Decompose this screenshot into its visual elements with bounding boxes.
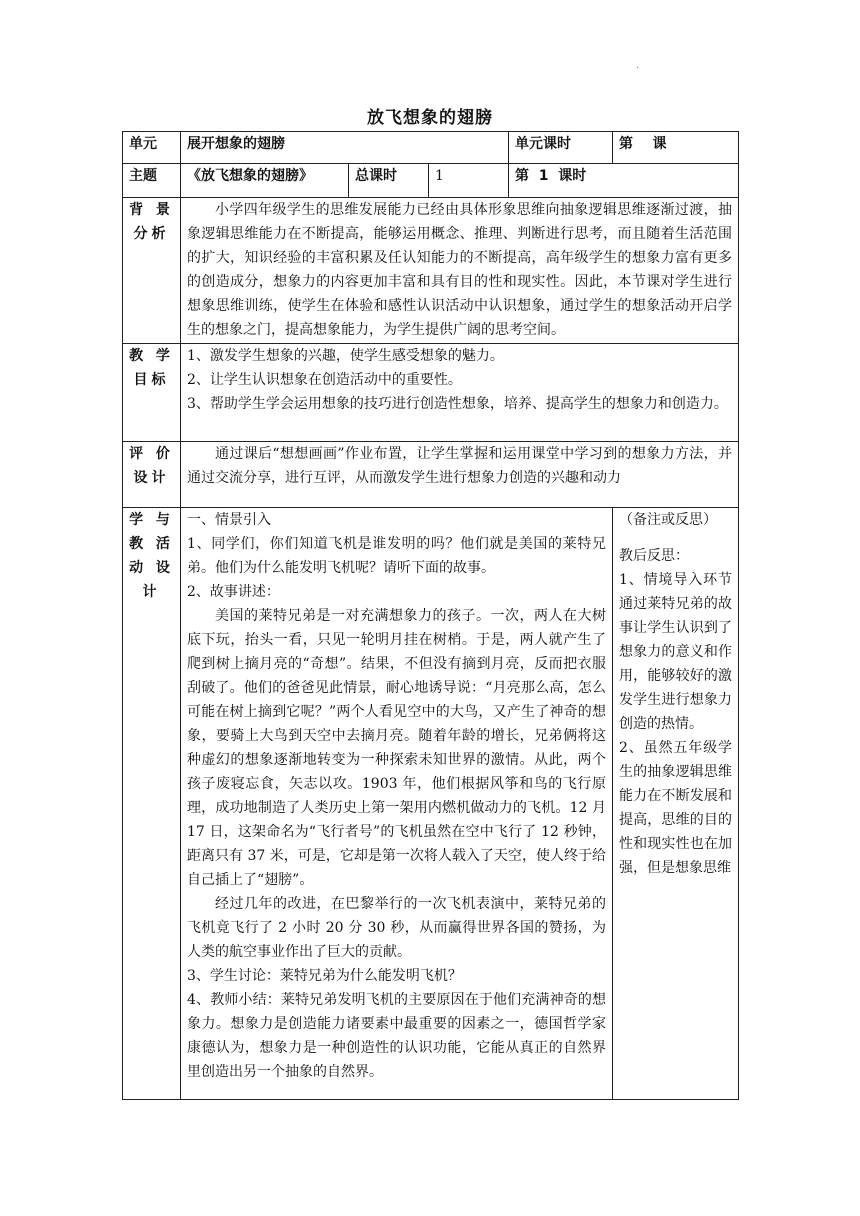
teacher-summary: 4、教师小结：莱特兄弟发明飞机的主要原因在于他们充满神奇的想象力。想象力是创造能力诸要素中最重要的因素之一，德国哲学家康德认为，想象力是一种创造性的认识功能，它能从真正的自然界里创造出另一个抽象的自然界。	[187, 992, 606, 1080]
unit-hours-label: 单元课时	[509, 132, 613, 164]
document-title: 放飞想象的翅膀	[367, 108, 493, 128]
notes-spacer	[619, 532, 732, 544]
activity-label: 学 与 教 活 动 设 计	[123, 508, 181, 1100]
topic-row	[123, 164, 739, 198]
evaluation-text: 通过课后“想想画画”作业布置，让学生掌握和运用课堂中学习到的想象力方法，并通过交流分享，进行互评，从而激发学生进行想象力创造的兴趣和动力	[187, 446, 732, 486]
unit-label: 单元	[123, 132, 181, 164]
goals-label: 教 学 目标	[123, 344, 181, 442]
header-mark: .	[636, 60, 640, 71]
notes-cell	[613, 508, 739, 1100]
goals-cell	[181, 344, 739, 442]
evaluation-row	[123, 442, 739, 508]
unit-value: 展开想象的翅膀	[181, 132, 509, 164]
unit-hours-value: 第 课	[613, 132, 739, 164]
section-heading: 一、情景引入	[187, 512, 271, 528]
background-row	[123, 198, 739, 344]
goals-row	[123, 344, 739, 442]
story-paragraph-1: 美国的莱特兄弟是一对充满想象力的孩子。一次，两人在大树底下玩，抬头一看，只见一轮明月挂在树梢。于是，两人就产生了爬到树上摘月亮的“奇想”。结果，不但没有摘到月亮，反而把衣服刮破了。他们的爸爸见此情景，耐心地诱导说：“月亮那么高，怎么可能在树上摘到它呢？”两个人看见空中的大鸟，又产生了神奇的想象，要骑上大鸟到天空中去摘月亮。随着年龄的增长，兄弟俩将这种虚幻的想象逐渐地转变为一种探索未知世界的激情。从此，两个孩子废寝忘食，矢志以攻。1903 年，他们根据风筝和鸟的飞行原理，成功地制造了人类历史上第一架用内燃机做动力的飞机。12 月 17 日，这架命名为“飞行者号”的飞机虽然在空中飞行了 12 秒钟，距离只有 37 米，可是，它却是第一次将人载入了天空，使人终于给自己插上了“翅膀”。	[187, 608, 606, 888]
question-1: 1、同学们，你们知道飞机是谁发明的吗？他们就是美国的莱特兄弟。他们为什么能发明飞机呢？请听下面的故事。	[187, 536, 606, 576]
activity-row	[123, 508, 739, 1100]
topic-label: 主题	[123, 164, 181, 198]
evaluation-cell	[181, 442, 739, 508]
activity-cell	[181, 508, 613, 1100]
background-cell	[181, 198, 739, 344]
background-label: 背 景 分析	[123, 198, 181, 344]
notes-title: 教后反思：	[619, 548, 689, 564]
notes-heading: （备注或反思）	[619, 512, 717, 528]
total-hours-value: 1	[429, 164, 509, 198]
reflection-1: 1、情境导入环节通过莱特兄弟的故事让学生认识到了想象力的意义和作用，能够较好的激发学生进行想象力创造的热情。	[619, 572, 732, 732]
total-hours-label: 总课时	[349, 164, 429, 198]
lesson-plan-table	[122, 131, 739, 1100]
goal-item: 2、让学生认识想象在创造活动中的重要性。	[187, 372, 462, 388]
topic-value: 《放飞想象的翅膀》	[181, 164, 349, 198]
evaluation-label: 评 价 设计	[123, 442, 181, 508]
story-paragraph-2: 经过几年的改进，在巴黎举行的一次飞机表演中，莱特兄弟的飞机竟飞行了 2 小时 20 分 30 秒，从而赢得世界各国的赞扬，为人类的航空事业作出了巨大的贡献。	[187, 896, 606, 960]
lesson-number: 第 1 课时	[509, 164, 739, 198]
goal-item: 1、激发学生想象的兴趣，使学生感受想象的魅力。	[187, 348, 504, 364]
unit-row	[123, 132, 739, 164]
goal-item: 3、帮助学生学会运用想象的技巧进行创造性想象，培养、提高学生的想象力和创造力。	[187, 396, 728, 412]
section-heading: 2、故事讲述：	[187, 584, 280, 600]
question-3: 3、学生讨论：莱特兄弟为什么能发明飞机？	[187, 968, 462, 984]
background-text: 小学四年级学生的思维发展能力已经由具体形象思维向抽象逻辑思维逐渐过渡，抽象逻辑思维能力在不断提高，能够运用概念、推理、判断进行思考，而且随着生活范围的扩大，知识经验的丰富积累及任认知能力的不断提高，高年级学生的想象力富有更多的创造成分，想象力的内容更加丰富和具有目的性和现实性。因此，本节课对学生进行想象思维训练，使学生在体验和感性认识活动中认识想象，通过学生的想象活动开启学生的想象之门，提高想象能力，为学生提供广阔的思考空间。	[187, 202, 732, 338]
reflection-2: 2、虽然五年级学生的抽象逻辑思维能力在不断发展和提高，思维的目的性和现实性也在加强，但是想象思维	[619, 740, 732, 876]
